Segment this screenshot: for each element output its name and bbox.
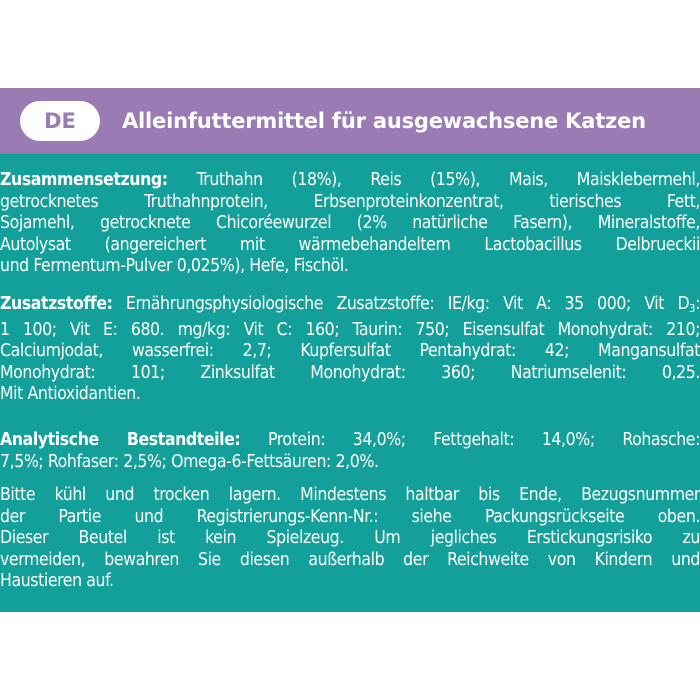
analysis-line-2: 7,5%; Rohfaser: 2,5%; Omega-6-Fettsäuren: 2,0%. bbox=[0, 451, 379, 472]
storage-line-1: Bitte kühl und trocken lagern. Mindestens haltbar bis Ende, Bezugsnummer bbox=[0, 485, 700, 505]
language-badge: DE bbox=[20, 101, 100, 141]
additives-text-1: Ernährungsphysiologische Zusatzstoffe: IE/kg: Vit A: 35 000; Vit D bbox=[112, 294, 690, 314]
composition-section bbox=[0, 170, 700, 278]
additives-line-5: Mit Antioxidantien. bbox=[0, 384, 141, 405]
product-title: Alleinfuttermittel für ausgewachsene Katzen bbox=[122, 109, 646, 133]
composition-line-5: und Fermentum-Pulver 0,025%), Hefe, Fischöl. bbox=[0, 256, 349, 277]
vitamin-d-subscript: 3 bbox=[689, 302, 696, 315]
additives-label: Zusatzstoffe: bbox=[0, 294, 113, 314]
storage-section bbox=[0, 485, 700, 593]
label-body bbox=[0, 154, 700, 612]
composition-text-1: Truthahn (18%), Reis (15%), Mais, Maisklebermehl, bbox=[167, 170, 700, 190]
analysis-label: Analytische Bestandteile: bbox=[0, 430, 241, 450]
analysis-section bbox=[0, 430, 700, 473]
composition-line-1 bbox=[0, 170, 700, 192]
additives-text-1-end: : bbox=[695, 294, 700, 314]
bottom-margin bbox=[0, 612, 700, 700]
composition-line-3: Sojamehl, getrocknete Chicoréewurzel (2% natürliche Fasern), Mineralstoffe, bbox=[0, 213, 700, 234]
storage-line-3: Dieser Beutel ist kein Spielzeug. Um jegliches Erstickungsrisiko zu bbox=[0, 528, 700, 549]
additives-line-4: Monohydrat: 101; Zinksulfat Monohydrat: 360; Natriumselenit: 0,25. bbox=[0, 362, 700, 383]
additives-line-2: 1 100; Vit E: 680. mg/kg: Vit C: 160; Taurin: 750; Eisensulfat Monohydrat: 210; bbox=[0, 319, 700, 340]
additives-section bbox=[0, 294, 700, 406]
storage-line-4: vermeiden, bewahren Sie diesen außerhalb der Reichweite von Kindern und bbox=[0, 549, 700, 570]
composition-line-2: getrocknetes Truthahnprotein, Erbsenproteinkonzentrat, tierisches Fett, bbox=[0, 191, 700, 212]
storage-line-2: der Partie und Registrierungs-Kenn-Nr.: siehe Packungsrückseite oben. bbox=[0, 506, 700, 527]
analysis-text-1: Protein: 34,0%; Fettgehalt: 14,0%; Rohasche: bbox=[240, 430, 700, 450]
additives-line-3: Calciumjodat, wasserfrei: 2,7; Kupfersulfat Pentahydrat: 42; Mangansulfat bbox=[0, 341, 700, 362]
composition-line-4: Autolysat (angereichert mit wärmebehandeltem Lactobacillus Delbrueckii bbox=[0, 234, 700, 255]
analysis-line-1 bbox=[0, 430, 700, 452]
label-header bbox=[0, 88, 700, 154]
additives-line-1 bbox=[0, 294, 700, 320]
composition-label: Zusammensetzung: bbox=[0, 170, 168, 190]
storage-line-5: Haustieren auf. bbox=[0, 571, 114, 592]
